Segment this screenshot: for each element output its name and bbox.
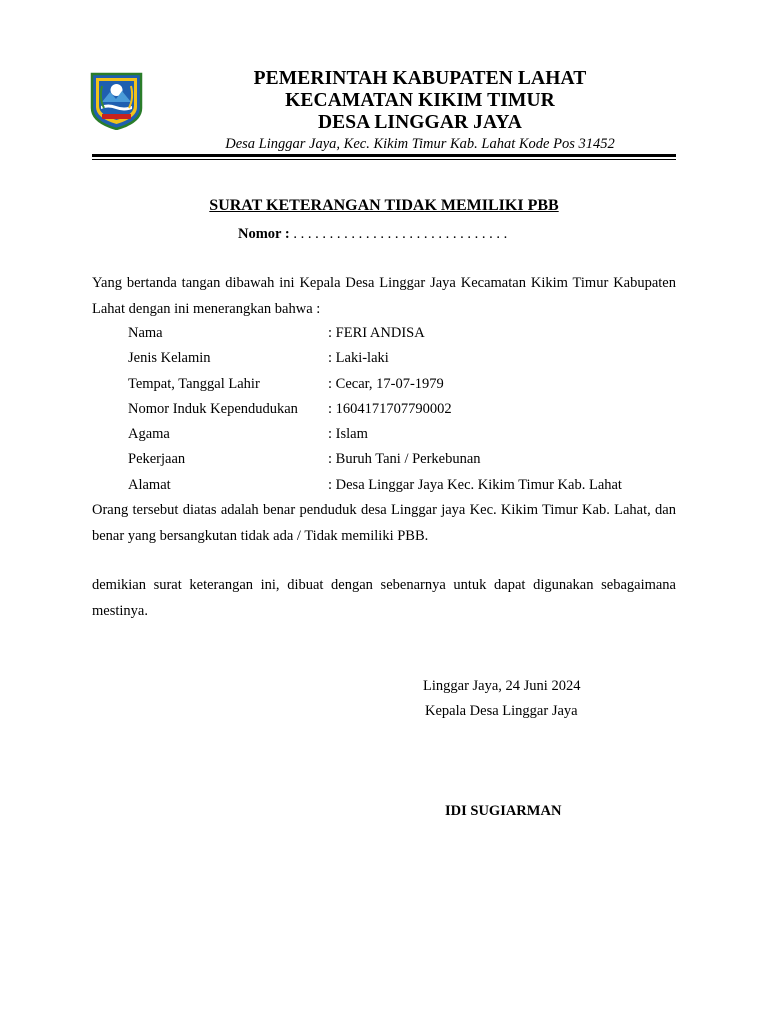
letter-title-text: SURAT KETERANGAN TIDAK MEMILIKI PBB [209,197,559,214]
detail-label: Tempat, Tanggal Lahir [128,375,260,392]
detail-value: : FERI ANDISA [328,325,425,341]
detail-value: : Buruh Tani / Perkebunan [328,451,481,468]
letter-number-value: . . . . . . . . . . . . . . . . . . . . . . . . . . . . . . [289,226,508,242]
detail-label: Alamat [128,476,171,493]
detail-row-gender [128,346,688,371]
closing-paragraph: demikian surat keterangan ini, dibuat dengan sebenarnya untuk dapat digunakan sebagaimana mestinya. [92,577,676,619]
signature-place-date: Linggar Jaya, 24 Juni 2024 [423,678,581,694]
letterhead-divider-thick [92,154,676,157]
detail-label: Pekerjaan [128,451,186,468]
letterhead-divider-thin [92,159,676,160]
detail-label: Nomor Induk Kependudukan [128,400,298,417]
detail-value: : Islam [328,426,368,443]
letterhead-address: Desa Linggar Jaya, Kec. Kikim Timur Kab. Lahat Kode Pos 31452 [225,136,615,152]
letterhead-government: PEMERINTAH KABUPATEN LAHAT [253,68,587,89]
signature-position: Kepala Desa Linggar Jaya [425,703,578,719]
statement-paragraph: Orang tersebut diatas adalah benar penduduk desa Linggar jaya Kec. Kikim Timur Kab. Lahat, dan benar yang bersangkutan tidak ada / Tidak memiliki PBB. [92,502,676,544]
detail-value: : 1604171707790002 [328,400,452,417]
detail-value: : Desa Linggar Jaya Kec. Kikim Timur Kab. Lahat [328,476,622,493]
letter-title [92,196,676,216]
intro-paragraph: Yang bertanda tangan dibawah ini Kepala Desa Linggar Jaya Kecamatan Kikim Timur Kabupaten Lahat dengan ini menerangkan bahwa : [92,275,676,317]
regency-coat-of-arms-icon [90,72,143,130]
letterhead-district: KECAMATAN KIKIM TIMUR [285,90,555,111]
detail-value: : Laki-laki [328,350,389,367]
detail-row-address [128,473,688,498]
resident-details [128,321,688,498]
letterhead-village: DESA LINGGAR JAYA [318,112,522,133]
detail-row-religion [128,422,688,447]
detail-row-nik [128,397,688,422]
detail-value: : Cecar, 17-07-1979 [328,375,444,392]
letter-number [238,225,507,243]
detail-row-occupation [128,447,688,472]
letter-number-label: Nomor : [238,226,290,242]
detail-label: Nama [128,325,163,341]
detail-label: Jenis Kelamin [128,350,211,367]
letterhead [150,68,690,153]
detail-row-name [128,321,688,346]
detail-row-birth [128,372,688,397]
detail-label: Agama [128,426,170,443]
signatory-name: IDI SUGIARMAN [445,803,562,819]
